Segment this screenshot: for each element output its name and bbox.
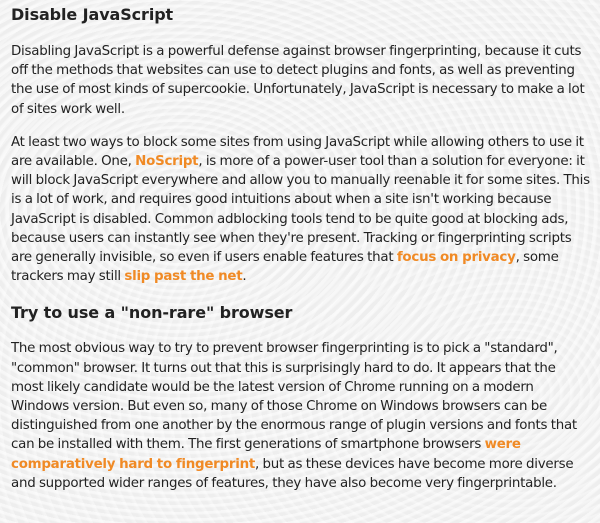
paragraph-block-javascript xyxy=(11,133,590,287)
paragraph-text: , but as these devices have become more diverse and supported wider ranges of features, they have also become very fingerprintable. xyxy=(11,456,574,491)
focus-on-privacy-link[interactable]: focus on privacy xyxy=(396,250,516,266)
heading-disable-javascript: Disable JavaScript xyxy=(11,5,174,24)
paragraph-text: At least two ways to block some sites from using JavaScript while allowing others to use it are available. One, xyxy=(11,134,584,170)
heading-non-rare-browser: Try to use a "non-rare" browser xyxy=(11,303,293,323)
noscript-link[interactable]: NoScript xyxy=(135,154,199,170)
comparatively-hard-to-fingerprint-link[interactable]: were comparatively hard to fingerprint xyxy=(11,437,521,472)
paragraph-text: The most obvious way to try to prevent browser fingerprinting is to pick a "standard", "common" browser. It turns out that this is surprisingly hard to do. It appears that the most likely candidate would be the latest version of Chrome running on a modern Windows version. But even so, many of those Chrome on Windows browsers can be distinguished from one another by the enormous range of plugin versions and fonts that can be installed with them. The first generations of smartphone browsers xyxy=(11,341,577,453)
paragraph-text: . xyxy=(242,269,247,285)
paragraph-non-rare-browser xyxy=(11,339,590,493)
paragraph-text: , some trackers may still xyxy=(11,250,559,285)
paragraph-text: Disabling JavaScript is a powerful defense against browser fingerprinting, because it cuts off the methods that websites can use to detect plugins and fonts, as well as preventing the use of most kinds of supercookie. Unfortunately, JavaScript is necessary to make a lot of sites work well. xyxy=(11,44,585,117)
slip-past-the-net-link[interactable]: slip past the net xyxy=(124,269,243,285)
paragraph-disable-javascript-intro xyxy=(11,42,590,119)
paragraph-text: , is more of a power-user tool than a solution for everyone: it will block JavaScript everywhere and allow you to manually reenable it for some sites. This is a lot of work, and requires good intuitions about when a site isn't working because JavaScript is disabled. Common adblocking tools tend to be quite good at blocking ads, because users can instantly see when they're present. Tracking or fingerprinting scripts are generally invisible, so even if users enable features that xyxy=(11,154,590,266)
